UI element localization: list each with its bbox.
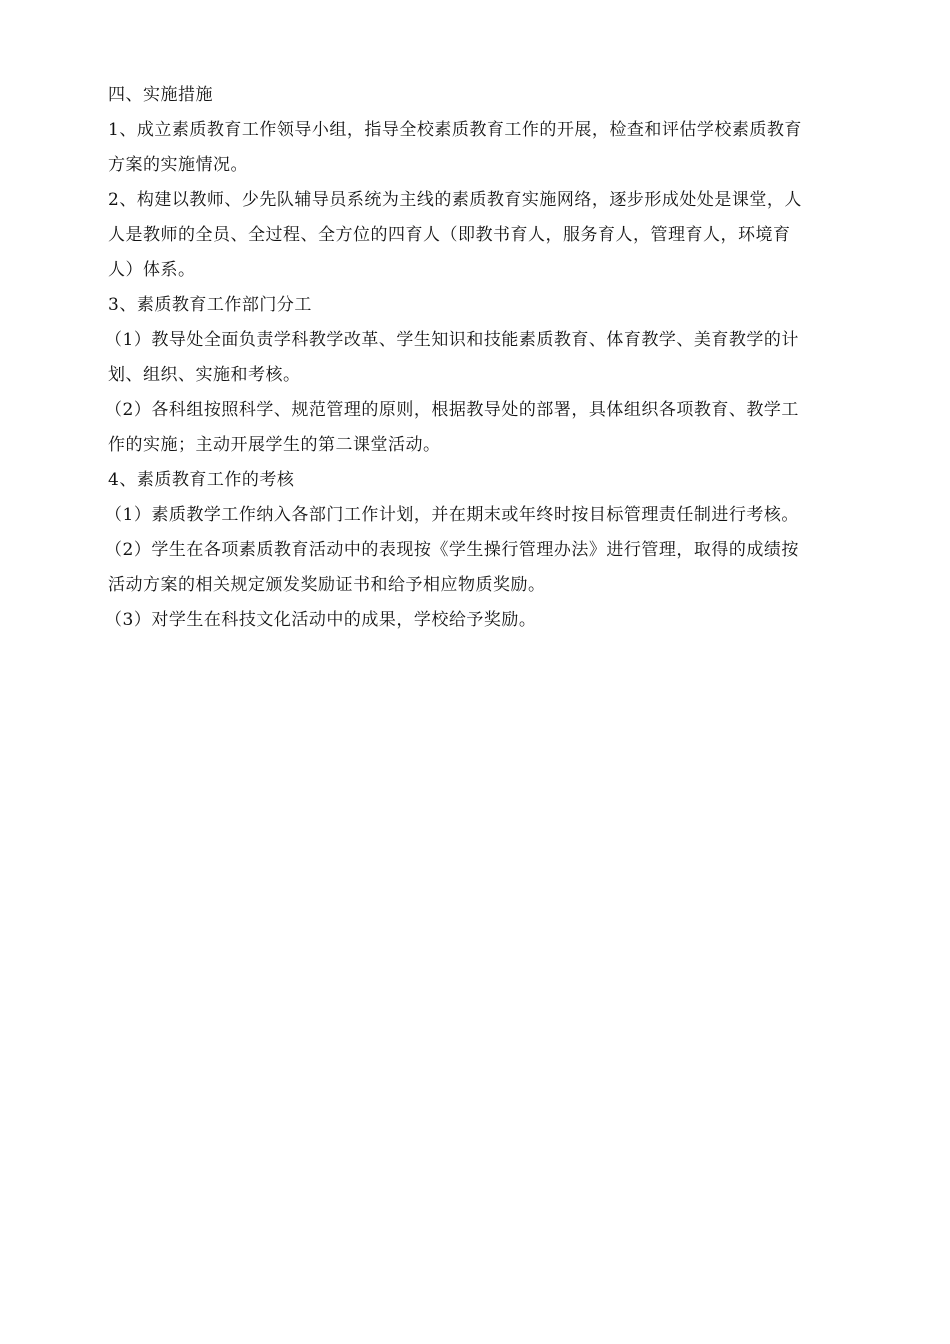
- subsection-heading: 4、素质教育工作的考核: [108, 470, 295, 490]
- subsection-heading: 3、素质教育工作部门分工: [108, 295, 312, 315]
- section-heading: 四、实施措施: [108, 85, 213, 105]
- paragraph-line: （1）教导处全面负责学科教学改革、学生知识和技能素质教育、体育教学、美育教学的计: [105, 330, 799, 350]
- paragraph-line: 人）体系。: [108, 260, 196, 280]
- paragraph-line: 活动方案的相关规定颁发奖励证书和给予相应物质奖励。: [108, 575, 546, 595]
- paragraph-line: 2、构建以教师、少先队辅导员系统为主线的素质教育实施网络，逐步形成处处是课堂，人: [108, 190, 802, 210]
- paragraph-line: 划、组织、实施和考核。: [108, 365, 301, 385]
- paragraph-line: （3）对学生在科技文化活动中的成果，学校给予奖励。: [105, 610, 537, 630]
- paragraph-line: 1、成立素质教育工作领导小组，指导全校素质教育工作的开展，检查和评估学校素质教育: [108, 120, 802, 140]
- paragraph-line: 人是教师的全员、全过程、全方位的四育人（即教书育人，服务育人，管理育人，环境育: [108, 225, 791, 245]
- document-page: [105, 78, 868, 638]
- paragraph-line: 方案的实施情况。: [108, 155, 248, 175]
- paragraph-line: （1）素质教学工作纳入各部门工作计划，并在期末或年终时按目标管理责任制进行考核。: [105, 505, 799, 525]
- paragraph-line: （2）学生在各项素质教育活动中的表现按《学生操行管理办法》进行管理，取得的成绩按: [105, 540, 799, 560]
- paragraph-line: （2）各科组按照科学、规范管理的原则，根据教导处的部署，具体组织各项教育、教学工: [105, 400, 799, 420]
- paragraph-line: 作的实施；主动开展学生的第二课堂活动。: [108, 435, 441, 455]
